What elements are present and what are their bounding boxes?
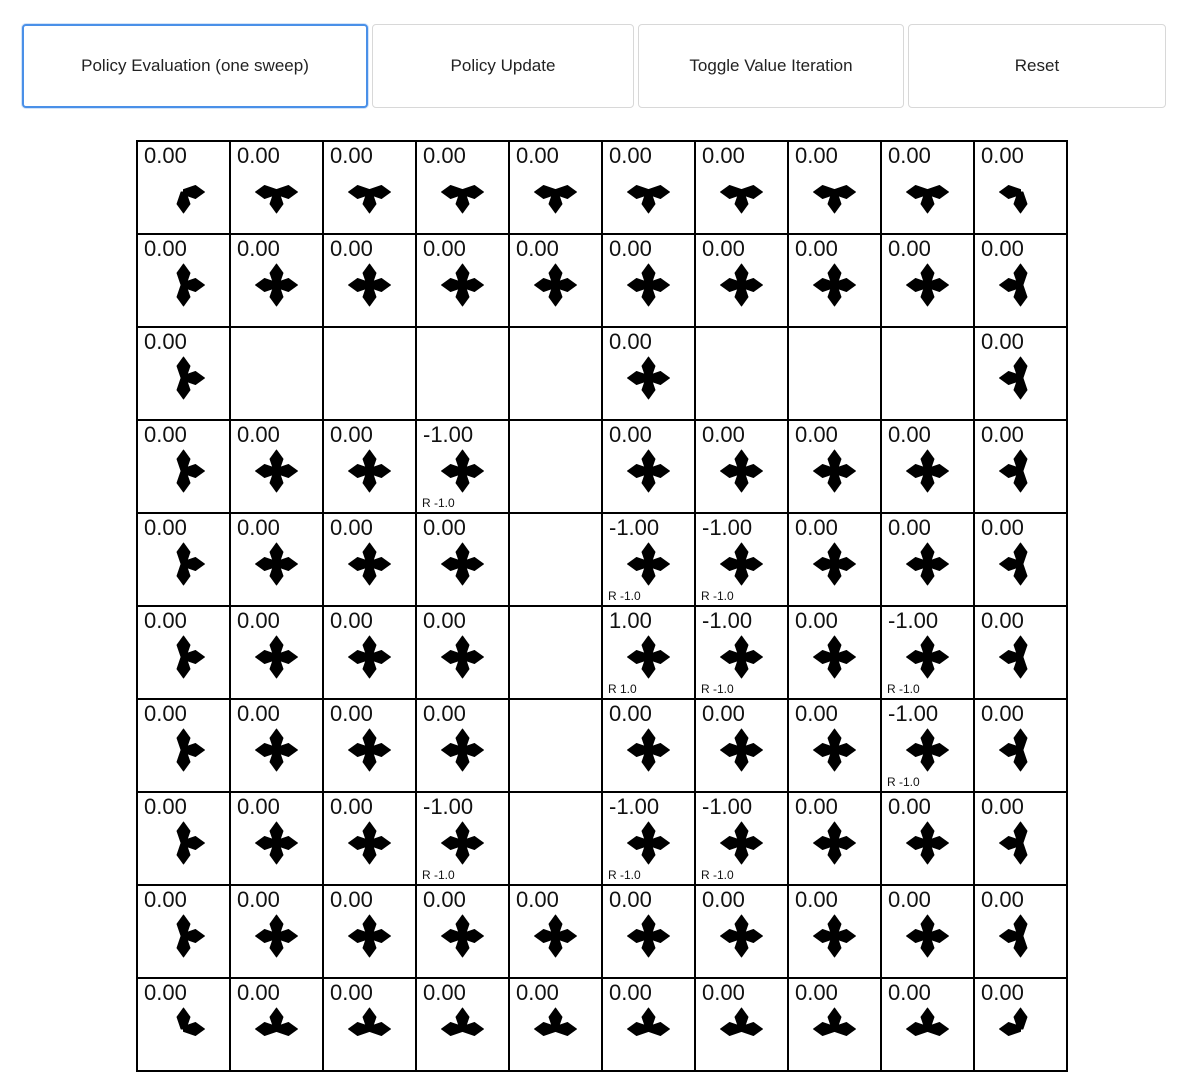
cell-value: 0.00 xyxy=(516,980,559,1005)
grid-cell[interactable] xyxy=(137,513,230,606)
cell-value: 0.00 xyxy=(144,608,187,633)
grid-cell[interactable] xyxy=(974,327,1067,420)
grid-cell[interactable] xyxy=(323,885,416,978)
grid-cell[interactable] xyxy=(509,141,602,234)
cell-value: 0.00 xyxy=(609,887,652,912)
grid-cell[interactable] xyxy=(230,978,323,1071)
grid-cell-wall[interactable] xyxy=(695,327,788,420)
cell-value: -1.00 xyxy=(702,794,753,819)
cell-reward-label: R -1.0 xyxy=(701,868,734,882)
grid-cell[interactable] xyxy=(509,978,602,1071)
cell-value: 0.00 xyxy=(237,887,280,912)
grid-cell[interactable] xyxy=(230,699,323,792)
cell-value: 0.00 xyxy=(888,143,931,168)
grid-cell[interactable] xyxy=(230,141,323,234)
grid-cell-wall[interactable] xyxy=(509,327,602,420)
grid-cell[interactable] xyxy=(602,420,695,513)
grid-cell[interactable] xyxy=(137,699,230,792)
cell-value: 0.00 xyxy=(702,980,745,1005)
cell-value: 0.00 xyxy=(237,701,280,726)
cell-value: 0.00 xyxy=(330,887,373,912)
cell-value: 0.00 xyxy=(330,143,373,168)
cell-value: 0.00 xyxy=(795,236,838,261)
grid-cell-wall[interactable] xyxy=(416,327,509,420)
cell-value: -1.00 xyxy=(888,608,939,633)
grid-cell[interactable] xyxy=(974,699,1067,792)
grid-cell[interactable] xyxy=(974,978,1067,1071)
grid-cell[interactable] xyxy=(695,885,788,978)
cell-value: 0.00 xyxy=(702,887,745,912)
cell-value: 0.00 xyxy=(144,515,187,540)
grid-cell[interactable] xyxy=(509,885,602,978)
grid-cell[interactable] xyxy=(695,606,788,699)
cell-value: 0.00 xyxy=(423,143,466,168)
cell-reward-label: R -1.0 xyxy=(701,589,734,603)
cell-value: 0.00 xyxy=(144,980,187,1005)
cell-value: 0.00 xyxy=(888,887,931,912)
cell-value: -1.00 xyxy=(609,515,660,540)
grid-cell[interactable] xyxy=(881,513,974,606)
cell-value: 0.00 xyxy=(981,515,1024,540)
grid-row xyxy=(137,885,1067,978)
cell-value: 0.00 xyxy=(144,887,187,912)
grid-cell[interactable] xyxy=(230,885,323,978)
cell-value: 0.00 xyxy=(609,143,652,168)
cell-value: 0.00 xyxy=(330,701,373,726)
cell-reward-label: R -1.0 xyxy=(887,775,920,789)
grid-cell[interactable] xyxy=(137,141,230,234)
cell-reward-label: R 1.0 xyxy=(608,682,637,696)
grid-row xyxy=(137,978,1067,1071)
grid-cell[interactable] xyxy=(881,420,974,513)
grid-cell[interactable] xyxy=(974,234,1067,327)
grid-table xyxy=(136,140,1068,1072)
grid-cell[interactable] xyxy=(230,513,323,606)
cell-value: 0.00 xyxy=(795,701,838,726)
grid-row xyxy=(137,792,1067,885)
grid-cell[interactable] xyxy=(881,606,974,699)
grid-cell[interactable] xyxy=(788,978,881,1071)
cell-value: 0.00 xyxy=(888,794,931,819)
grid-row xyxy=(137,420,1067,513)
cell-value: 0.00 xyxy=(981,608,1024,633)
grid-cell[interactable] xyxy=(416,606,509,699)
cell-value: 0.00 xyxy=(144,422,187,447)
cell-value: -1.00 xyxy=(423,422,474,447)
grid-row xyxy=(137,513,1067,606)
grid-cell[interactable] xyxy=(695,699,788,792)
gridworld-grid xyxy=(136,140,1068,1072)
grid-cell-wall[interactable] xyxy=(509,513,602,606)
cell-value: 0.00 xyxy=(516,143,559,168)
grid-row xyxy=(137,141,1067,234)
policy-update-button-label: Policy Update xyxy=(450,56,556,75)
grid-cell[interactable] xyxy=(881,141,974,234)
grid-cell[interactable] xyxy=(788,792,881,885)
grid-cell-wall[interactable] xyxy=(323,327,416,420)
cell-value: 0.00 xyxy=(795,608,838,633)
cell-value: 0.00 xyxy=(609,701,652,726)
grid-cell[interactable] xyxy=(602,885,695,978)
grid-cell[interactable] xyxy=(137,327,230,420)
cell-value: 0.00 xyxy=(981,887,1024,912)
cell-value: 0.00 xyxy=(702,143,745,168)
cell-value: 0.00 xyxy=(423,887,466,912)
cell-value: 0.00 xyxy=(888,980,931,1005)
cell-value: 0.00 xyxy=(144,143,187,168)
grid-cell[interactable] xyxy=(788,513,881,606)
grid-cell[interactable] xyxy=(881,792,974,885)
reset-button[interactable] xyxy=(908,24,1166,108)
grid-cell[interactable] xyxy=(974,420,1067,513)
grid-cell[interactable] xyxy=(416,978,509,1071)
cell-value: 0.00 xyxy=(981,236,1024,261)
cell-reward-label: R -1.0 xyxy=(608,589,641,603)
policy-evaluation-button-label: Policy Evaluation (one sweep) xyxy=(81,56,309,75)
grid-cell-wall[interactable] xyxy=(230,327,323,420)
cell-value: 0.00 xyxy=(330,608,373,633)
grid-cell[interactable] xyxy=(974,513,1067,606)
grid-cell-wall[interactable] xyxy=(881,327,974,420)
grid-cell[interactable] xyxy=(323,234,416,327)
cell-value: 0.00 xyxy=(888,515,931,540)
grid-row xyxy=(137,327,1067,420)
grid-cell[interactable] xyxy=(974,885,1067,978)
cell-value: 0.00 xyxy=(795,143,838,168)
cell-reward-label: R -1.0 xyxy=(887,682,920,696)
cell-value: 0.00 xyxy=(888,422,931,447)
toggle-value-iteration-button[interactable] xyxy=(638,24,904,108)
cell-value: 0.00 xyxy=(795,422,838,447)
grid-cell[interactable] xyxy=(137,234,230,327)
grid-row xyxy=(137,606,1067,699)
grid-cell[interactable] xyxy=(788,234,881,327)
grid-cell[interactable] xyxy=(602,234,695,327)
grid-cell[interactable] xyxy=(881,234,974,327)
grid-cell[interactable] xyxy=(137,885,230,978)
grid-cell[interactable] xyxy=(602,606,695,699)
cell-value: 0.00 xyxy=(981,143,1024,168)
cell-value: 0.00 xyxy=(237,794,280,819)
cell-value: -1.00 xyxy=(423,794,474,819)
cell-value: 0.00 xyxy=(144,701,187,726)
cell-value: -1.00 xyxy=(702,608,753,633)
cell-value: 0.00 xyxy=(795,980,838,1005)
grid-cell-wall[interactable] xyxy=(509,792,602,885)
cell-value: 0.00 xyxy=(423,701,466,726)
cell-reward-label: R -1.0 xyxy=(422,496,455,510)
cell-value: 0.00 xyxy=(330,980,373,1005)
cell-value: 0.00 xyxy=(888,236,931,261)
grid-cell[interactable] xyxy=(602,978,695,1071)
grid-cell[interactable] xyxy=(881,978,974,1071)
cell-value: -1.00 xyxy=(888,701,939,726)
grid-cell[interactable] xyxy=(974,792,1067,885)
cell-value: 0.00 xyxy=(981,980,1024,1005)
grid-cell[interactable] xyxy=(974,606,1067,699)
grid-cell[interactable] xyxy=(323,606,416,699)
cell-value: 0.00 xyxy=(423,236,466,261)
grid-cell[interactable] xyxy=(137,792,230,885)
grid-cell[interactable] xyxy=(137,420,230,513)
cell-value: 0.00 xyxy=(981,794,1024,819)
grid-cell[interactable] xyxy=(881,885,974,978)
grid-cell[interactable] xyxy=(137,978,230,1071)
grid-cell-wall[interactable] xyxy=(509,420,602,513)
grid-cell[interactable] xyxy=(695,792,788,885)
grid-cell[interactable] xyxy=(602,513,695,606)
cell-value: 0.00 xyxy=(144,236,187,261)
cell-value: 0.00 xyxy=(609,329,652,354)
cell-value: 1.00 xyxy=(609,608,652,633)
grid-cell[interactable] xyxy=(416,420,509,513)
grid-cell[interactable] xyxy=(323,141,416,234)
grid-cell[interactable] xyxy=(323,978,416,1071)
cell-value: 0.00 xyxy=(423,608,466,633)
cell-value: 0.00 xyxy=(702,236,745,261)
cell-value: 0.00 xyxy=(981,329,1024,354)
cell-value: 0.00 xyxy=(237,608,280,633)
grid-cell[interactable] xyxy=(695,978,788,1071)
grid-cell[interactable] xyxy=(602,327,695,420)
grid-cell[interactable] xyxy=(788,699,881,792)
cell-value: 0.00 xyxy=(237,515,280,540)
grid-cell[interactable] xyxy=(416,792,509,885)
cell-value: 0.00 xyxy=(330,422,373,447)
cell-value: 0.00 xyxy=(330,515,373,540)
cell-value: 0.00 xyxy=(423,980,466,1005)
cell-value: 0.00 xyxy=(702,422,745,447)
cell-value: 0.00 xyxy=(237,143,280,168)
grid-cell[interactable] xyxy=(602,699,695,792)
grid-cell[interactable] xyxy=(323,699,416,792)
grid-cell[interactable] xyxy=(416,141,509,234)
cell-reward-label: R -1.0 xyxy=(701,682,734,696)
grid-cell[interactable] xyxy=(602,792,695,885)
cell-reward-label: R -1.0 xyxy=(608,868,641,882)
grid-cell[interactable] xyxy=(230,606,323,699)
grid-cell[interactable] xyxy=(509,234,602,327)
grid-cell[interactable] xyxy=(602,141,695,234)
cell-value: 0.00 xyxy=(609,980,652,1005)
grid-cell[interactable] xyxy=(974,141,1067,234)
grid-cell[interactable] xyxy=(695,420,788,513)
grid-cell-wall[interactable] xyxy=(788,327,881,420)
grid-cell[interactable] xyxy=(416,885,509,978)
cell-value: 0.00 xyxy=(795,887,838,912)
cell-value: -1.00 xyxy=(702,515,753,540)
toggle-value-iteration-button-label: Toggle Value Iteration xyxy=(689,56,853,75)
cell-value: 0.00 xyxy=(795,515,838,540)
grid-cell-wall[interactable] xyxy=(509,699,602,792)
cell-value: 0.00 xyxy=(609,236,652,261)
grid-cell[interactable] xyxy=(788,420,881,513)
cell-value: -1.00 xyxy=(609,794,660,819)
cell-value: 0.00 xyxy=(981,701,1024,726)
cell-value: 0.00 xyxy=(702,701,745,726)
reset-button-label: Reset xyxy=(1014,56,1060,75)
grid-cell[interactable] xyxy=(323,792,416,885)
grid-row xyxy=(137,234,1067,327)
grid-cell[interactable] xyxy=(230,234,323,327)
grid-cell[interactable] xyxy=(323,420,416,513)
policy-update-button[interactable] xyxy=(372,24,634,108)
grid-cell[interactable] xyxy=(230,792,323,885)
grid-cell[interactable] xyxy=(230,420,323,513)
cell-value: 0.00 xyxy=(237,980,280,1005)
cell-value: 0.00 xyxy=(423,515,466,540)
policy-evaluation-button[interactable] xyxy=(22,24,368,108)
toolbar xyxy=(22,24,1166,108)
grid-cell-wall[interactable] xyxy=(509,606,602,699)
cell-value: 0.00 xyxy=(144,794,187,819)
grid-cell[interactable] xyxy=(881,699,974,792)
cell-value: 0.00 xyxy=(516,236,559,261)
grid-cell[interactable] xyxy=(695,141,788,234)
cell-value: 0.00 xyxy=(516,887,559,912)
cell-value: 0.00 xyxy=(330,794,373,819)
cell-reward-label: R -1.0 xyxy=(422,868,455,882)
grid-cell[interactable] xyxy=(695,234,788,327)
grid-row xyxy=(137,699,1067,792)
grid-cell[interactable] xyxy=(788,606,881,699)
cell-value: 0.00 xyxy=(144,329,187,354)
cell-value: 0.00 xyxy=(237,422,280,447)
grid-cell[interactable] xyxy=(788,141,881,234)
grid-cell[interactable] xyxy=(416,513,509,606)
cell-value: 0.00 xyxy=(330,236,373,261)
cell-value: 0.00 xyxy=(795,794,838,819)
grid-cell[interactable] xyxy=(137,606,230,699)
cell-value: 0.00 xyxy=(237,236,280,261)
grid-cell[interactable] xyxy=(323,513,416,606)
grid-cell[interactable] xyxy=(788,885,881,978)
grid-cell[interactable] xyxy=(695,513,788,606)
cell-value: 0.00 xyxy=(609,422,652,447)
grid-cell[interactable] xyxy=(416,699,509,792)
grid-cell[interactable] xyxy=(416,234,509,327)
cell-value: 0.00 xyxy=(981,422,1024,447)
